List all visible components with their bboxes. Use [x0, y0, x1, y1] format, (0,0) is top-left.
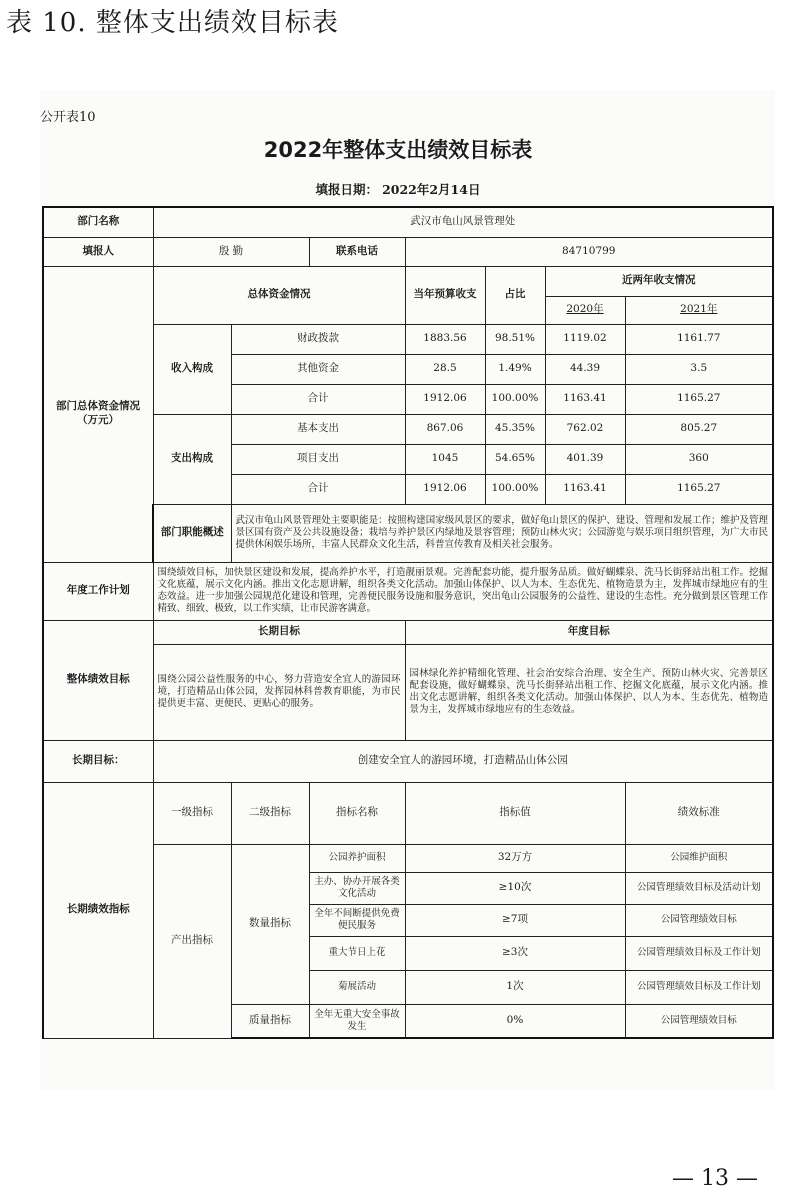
row-ratio: 100.00% [485, 474, 545, 504]
indicator-name: 公园养护面积 [309, 844, 405, 872]
long-goal-header: 长期目标 [153, 620, 405, 644]
row-name: 财政拨款 [231, 324, 405, 354]
row-ratio: 98.51% [485, 324, 545, 354]
row-budget: 867.06 [405, 414, 485, 444]
goals-label: 整体绩效目标 [43, 620, 153, 740]
plan-text: 围绕绩效目标，加快景区建设和发展，提高养护水平，打造靓丽景观。完善配套功能，提升服务品质。做好蝴蝶泉、洗马长街驿站出租工作。挖掘文化底蕴，展示文化内涵。推出文化志愿讲解，组织各类文化活动。加强山体保护、以人为本、生态优先、植物造景为主，发挥城市绿地应有的生态效益。进一步加强公园规范化建设和管理，完善便民服务设施和服务意识，突出龟山公园服务的公益性、建设的生态性。充分做到景区管理工作精致、细致、极致，以工作实绩，让市民游客满意。 [153, 562, 773, 620]
year-goal-text: 园林绿化养护精细化管理、社会治安综合治理、安全生产、预防山林火灾、完善景区配套设施，做好蝴蝶泉、洗马长街驿站出租工作、挖掘文化底蕴，展示文化内涵。推出文化志愿讲解，组织各类文化活动。加强山体保护、以人为本、生态优先、植物造景为主，发挥城市绿地应有的生态效益。 [405, 644, 773, 740]
indicator-row [43, 844, 773, 872]
funds-section-label [43, 266, 153, 562]
row-2020: 762.02 [545, 414, 625, 444]
funds-section-unit: （万元） [77, 414, 119, 426]
level2-quantity: 数量指标 [231, 844, 309, 1004]
row-2021: 360 [625, 444, 773, 474]
row-name: 基本支出 [231, 414, 405, 444]
row-2021: 805.27 [625, 414, 773, 444]
fill-date-value: 2022年2月14日 [382, 182, 481, 197]
dept-row [43, 207, 773, 237]
recent-years-header: 近两年收支情况 [545, 266, 773, 296]
row-ratio: 54.65% [485, 444, 545, 474]
budget-header: 当年预算收支 [405, 266, 485, 324]
goals-header-row [43, 620, 773, 644]
row-name: 合计 [231, 384, 405, 414]
indicator-value: ≥7项 [405, 904, 625, 936]
row-2020: 1119.02 [545, 324, 625, 354]
indicator-value: 32万方 [405, 844, 625, 872]
row-budget: 1912.06 [405, 474, 485, 504]
dept-value: 武汉市龟山风景管理处 [153, 207, 773, 237]
goals-text-row [43, 644, 773, 740]
row-name: 项目支出 [231, 444, 405, 474]
performance-target-table [42, 206, 774, 1039]
indicators-section-label: 长期绩效指标 [43, 782, 153, 1038]
indicator-value: 0% [405, 1004, 625, 1038]
phone-label: 联系电话 [309, 237, 405, 266]
row-2021: 1161.77 [625, 324, 773, 354]
funds-section-title: 部门总体资金情况 [56, 400, 140, 413]
table-row [43, 414, 773, 444]
row-ratio: 1.49% [485, 354, 545, 384]
row-budget: 1883.56 [405, 324, 485, 354]
level1-header: 一级指标 [153, 782, 231, 844]
filler-label: 填报人 [43, 237, 153, 266]
funds-header-row [43, 266, 773, 296]
indicator-standard: 公园管理绩效目标 [625, 1004, 773, 1038]
filler-name: 殷 勤 [153, 237, 309, 266]
expense-label: 支出构成 [153, 414, 231, 504]
row-2020: 44.39 [545, 354, 625, 384]
indicators-header-row [43, 782, 773, 844]
row-budget: 1045 [405, 444, 485, 474]
level1-output: 产出指标 [153, 844, 231, 1038]
indicator-standard: 公园管理绩效目标及活动计划 [625, 872, 773, 904]
year-goal-header: 年度目标 [405, 620, 773, 644]
year-2020-header: 2020年 [545, 296, 625, 324]
row-name: 合计 [231, 474, 405, 504]
duty-text: 武汉市龟山风景管理处主要职能是：按照构建国家级风景区的要求，做好龟山景区的保护、建设、管理和发展工作；维护及管理景区国有资产及公共设施设备；栽培与养护景区内绿地及景容管理；预防山林火灾；公园游览与娱乐项目组织管理，为广大市民提供休闲娱乐场所，丰富人民群众文化生活，科普宣传教育及相关社会服务。 [231, 504, 773, 562]
phone-value: 84710799 [405, 237, 773, 266]
indicator-value-header: 指标值 [405, 782, 625, 844]
level2-quality: 质量指标 [231, 1004, 309, 1038]
indicator-standard: 公园管理绩效目标及工作计划 [625, 936, 773, 970]
duty-label: 部门职能概述 [153, 504, 231, 562]
plan-row [43, 562, 773, 620]
long-target-value: 创建安全宜人的游园环境，打造精品山体公园 [153, 740, 773, 782]
ratio-header: 占比 [485, 266, 545, 324]
fill-date [0, 180, 796, 198]
row-budget: 28.5 [405, 354, 485, 384]
indicator-name: 全年无重大安全事故发生 [309, 1004, 405, 1038]
indicator-value: ≥10次 [405, 872, 625, 904]
long-target-label: 长期目标： [43, 740, 153, 782]
document-heading: 表 10. 整体支出绩效目标表 [6, 8, 339, 38]
indicator-value: 1次 [405, 970, 625, 1004]
indicator-name: 菊展活动 [309, 970, 405, 1004]
level2-header: 二级指标 [231, 782, 309, 844]
fill-date-label: 填报日期： [315, 182, 379, 197]
row-ratio: 45.35% [485, 414, 545, 444]
row-2020: 401.39 [545, 444, 625, 474]
row-ratio: 100.00% [485, 384, 545, 414]
indicator-standard-header: 绩效标准 [625, 782, 773, 844]
duty-row [43, 504, 773, 562]
row-2021: 3.5 [625, 354, 773, 384]
row-2020: 1163.41 [545, 474, 625, 504]
public-table-label: 公开表10 [40, 110, 96, 125]
row-budget: 1912.06 [405, 384, 485, 414]
page-number: — 13 — [672, 1166, 758, 1191]
indicator-standard: 公园管理绩效目标 [625, 904, 773, 936]
overall-funds-label: 总体资金情况 [153, 266, 405, 324]
indicator-standard: 公园维护面积 [625, 844, 773, 872]
row-2020: 1163.41 [545, 384, 625, 414]
row-name: 其他资金 [231, 354, 405, 384]
dept-label: 部门名称 [43, 207, 153, 237]
indicator-name-header: 指标名称 [309, 782, 405, 844]
indicator-value: ≥3次 [405, 936, 625, 970]
long-target-row [43, 740, 773, 782]
year-2021-header: 2021年 [625, 296, 773, 324]
table-row [43, 324, 773, 354]
indicator-name: 重大节日上花 [309, 936, 405, 970]
indicator-name: 主办、协办开展各类文化活动 [309, 872, 405, 904]
form-title: 2022年整体支出绩效目标表 [263, 138, 533, 162]
plan-label: 年度工作计划 [43, 562, 153, 620]
indicator-standard: 公园管理绩效目标及工作计划 [625, 970, 773, 1004]
indicator-name: 全年不间断提供免费便民服务 [309, 904, 405, 936]
long-goal-text: 围绕公园公益性服务的中心，努力营造安全宜人的游园环境，打造精品山体公园，发挥园林科普教育职能，为市民提供更丰富、更便民、更贴心的服务。 [153, 644, 405, 740]
income-label: 收入构成 [153, 324, 231, 414]
row-2021: 1165.27 [625, 384, 773, 414]
row-2021: 1165.27 [625, 474, 773, 504]
filler-row [43, 237, 773, 266]
